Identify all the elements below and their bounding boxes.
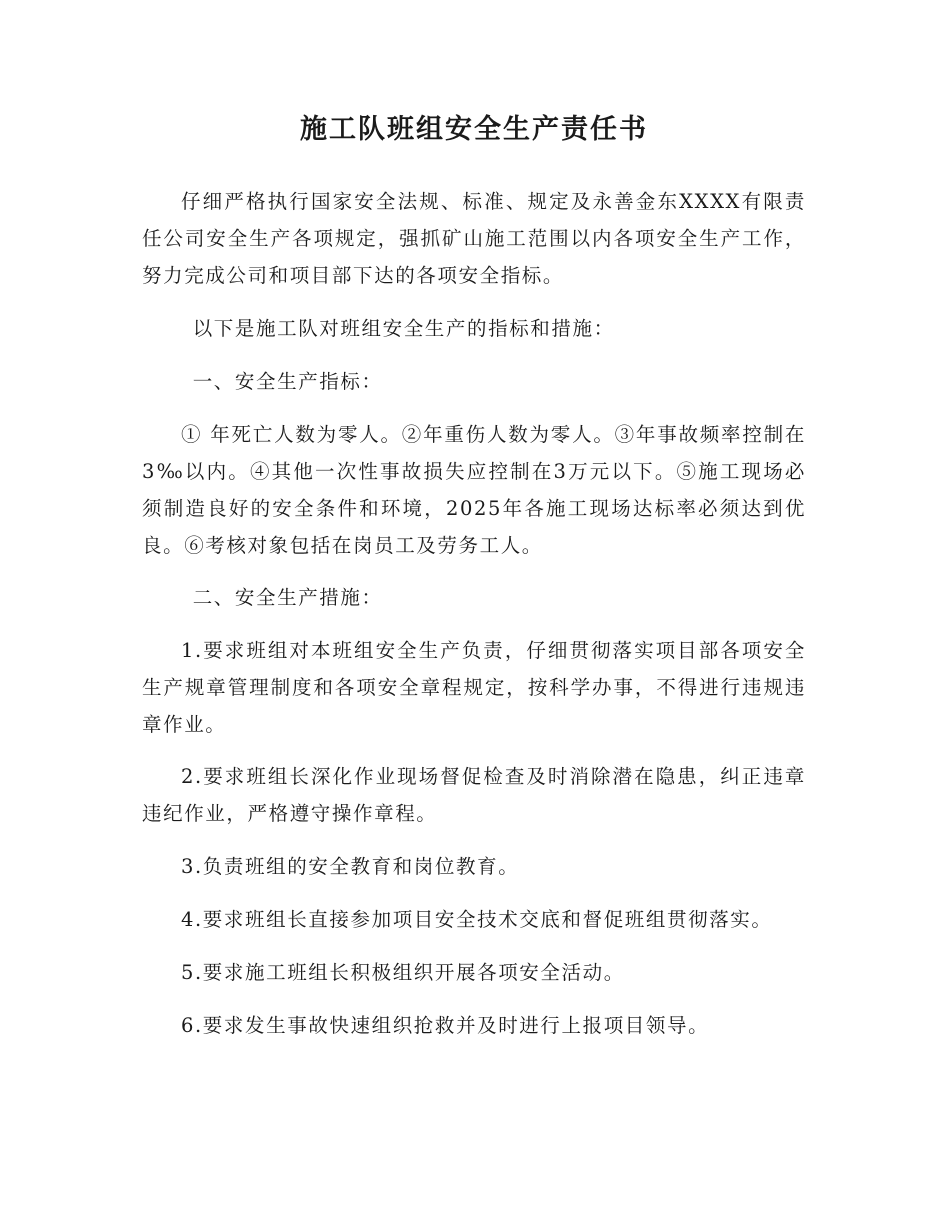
measure-item-3: 3.负责班组的安全教育和岗位教育。 — [181, 854, 520, 878]
document-title: 施工队班组安全生产责任书 — [300, 114, 648, 145]
measure-item-2: 2.要求班组长深化作业现场督促检查及时消除潜在隐患，纠正违章违纪作业，严格遵守操作章程。 — [142, 764, 806, 825]
measure-item-6: 6.要求发生事故快速组织抢救并及时进行上报项目领导。 — [181, 1013, 710, 1037]
intro-paragraph: 仔细严格执行国家安全法规、标准、规定及永善金东XXXX有限责任公司安全生产各项规定，强抓矿山施工范围以内各项安全生产工作，努力完成公司和项目部下达的各项安全指标。 — [142, 189, 806, 287]
section-heading-measures: 二、安全生产措施： — [192, 585, 383, 609]
measure-item-5: 5.要求施工班组长积极组织开展各项安全活动。 — [181, 960, 625, 984]
indicators-paragraph: ① 年死亡人数为零人。②年重伤人数为零人。③年事故频率控制在3‰以内。④其他一次性事故损失应控制在3万元以下。⑤施工现场必须制造良好的安全条件和环境，2025年各施工现场达标率必须达到优良。⑥考核对象包括在岗员工及劳务工人。 — [142, 422, 807, 557]
measure-item-1: 1.要求班组对本班组安全生产负责，仔细贯彻落实项目部各项安全生产规章管理制度和各项安全章程规定，按科学办事，不得进行违规违章作业。 — [142, 638, 806, 736]
lead-paragraph: 以下是施工队对班组安全生产的指标和措施： — [192, 316, 615, 340]
section-heading-indicators: 一、安全生产指标： — [192, 369, 383, 393]
measure-item-4: 4.要求班组长直接参加项目安全技术交底和督促班组贯彻落实。 — [181, 907, 773, 931]
